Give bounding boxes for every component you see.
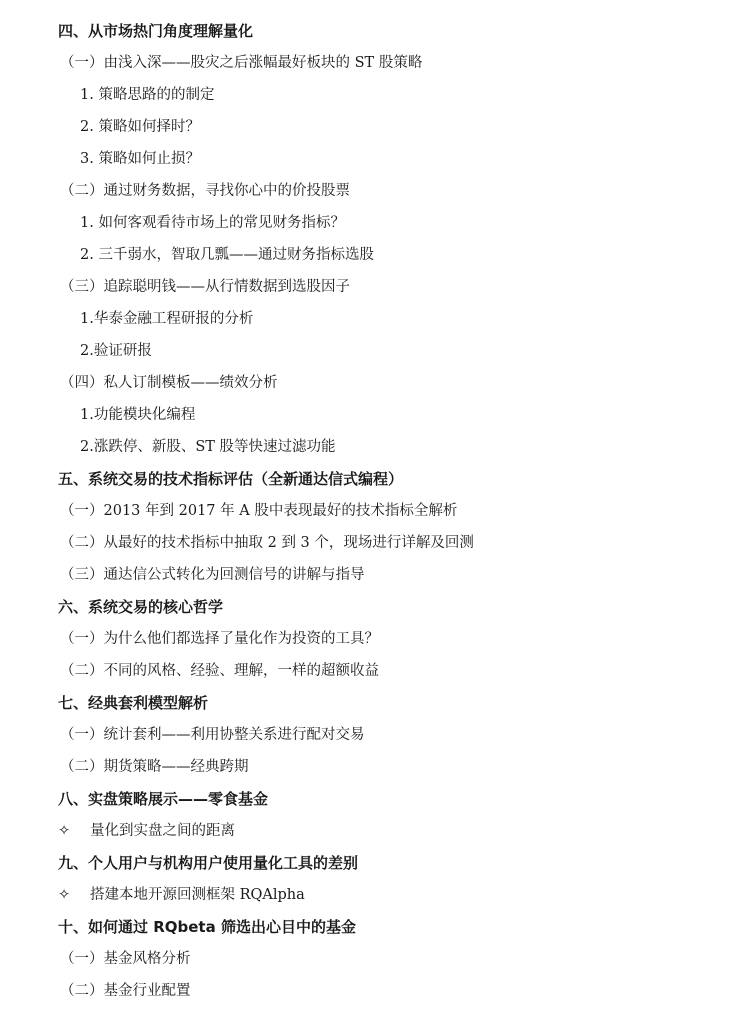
subsection-heading: （二）通过财务数据，寻找你心中的价投股票 — [60, 183, 350, 199]
section-heading: 六、系统交易的核心哲学 — [58, 598, 224, 616]
subsection-heading: （二）从最好的技术指标中抽取 2 到 3 个，现场进行详解及回测 — [60, 535, 474, 551]
subsection-heading: （二）基金行业配置 — [60, 983, 191, 999]
bullet-item — [0, 815, 749, 847]
section-heading: 五、系统交易的技术指标评估（全新通达信式编程） — [58, 470, 404, 488]
subsection-heading: （一）统计套利——利用协整关系进行配对交易 — [60, 727, 365, 743]
list-item: 2.涨跌停、新股、ST 股等快速过滤功能 — [80, 439, 336, 455]
list-item: 2. 策略如何择时？ — [80, 119, 200, 135]
section-heading: 八、实盘策略展示——零食基金 — [58, 790, 269, 808]
list-item: 1. 如何客观看待市场上的常见财务指标？ — [80, 215, 345, 231]
bullet-item — [0, 879, 749, 911]
list-item: 2. 三千弱水，智取几瓢——通过财务指标选股 — [80, 247, 374, 263]
bullet-text: 量化到实盘之间的距离 — [90, 823, 235, 839]
diamond-bullet-icon: ✧ — [58, 887, 71, 903]
subsection-heading: （一）基金风格分析 — [60, 951, 191, 967]
document-outline — [0, 15, 749, 1007]
subsection-heading: （一）为什么他们都选择了量化作为投资的工具？ — [60, 631, 379, 647]
subsection-heading: （一）2013 年到 2017 年 A 股中表现最好的技术指标全解析 — [60, 503, 458, 519]
subsection-heading: （二）期货策略——经典跨期 — [60, 759, 249, 775]
list-item: 1.华泰金融工程研报的分析 — [80, 311, 254, 327]
diamond-bullet-icon: ✧ — [58, 823, 71, 839]
list-item: 3. 策略如何止损？ — [80, 151, 200, 167]
list-item: 1.功能模块化编程 — [80, 407, 196, 423]
section-heading: 四、从市场热门角度理解量化 — [58, 22, 254, 40]
subsection-heading: （三）通达信公式转化为回测信号的讲解与指导 — [60, 567, 365, 583]
bullet-text: 搭建本地开源回测框架 RQAlpha — [90, 887, 305, 903]
section-heading: 十、如何通过 RQbeta 筛选出心目中的基金 — [58, 918, 356, 936]
subsection-heading: （三）追踪聪明钱——从行情数据到选股因子 — [60, 279, 350, 295]
section-heading: 七、经典套利模型解析 — [58, 694, 209, 712]
list-item: 1. 策略思路的的制定 — [80, 87, 215, 103]
subsection-heading: （四）私人订制模板——绩效分析 — [60, 375, 278, 391]
section-heading: 九、个人用户与机构用户使用量化工具的差别 — [58, 854, 359, 872]
subsection-heading: （二）不同的风格、经验、理解，一样的超额收益 — [60, 663, 379, 679]
list-item: 2.验证研报 — [80, 343, 152, 359]
subsection-heading: （一）由浅入深——股灾之后涨幅最好板块的 ST 股策略 — [60, 55, 423, 71]
